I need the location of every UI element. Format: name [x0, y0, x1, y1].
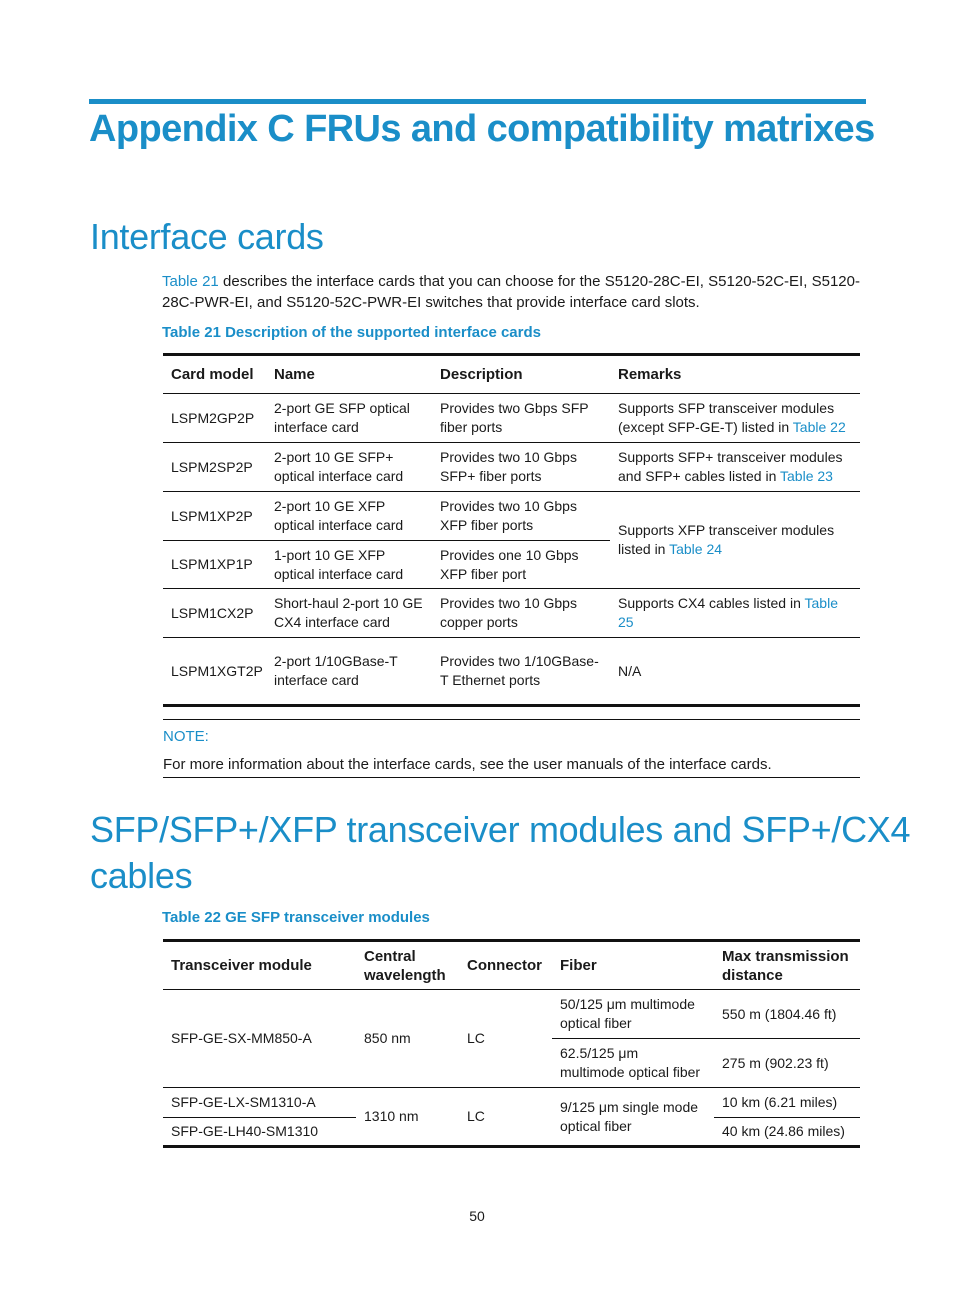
card-model-cell: LSPM1XP1P: [163, 541, 266, 589]
connector-cell: LC: [459, 990, 552, 1088]
transceiver-modules-table: [163, 939, 860, 1148]
remarks-text: Supports XFP transceiver modules listed in: [618, 522, 835, 557]
card-model-cell: LSPM2GP2P: [163, 394, 266, 443]
module-cell: SFP-GE-LH40-SM1310: [163, 1118, 356, 1147]
card-remarks-cell: [610, 394, 860, 443]
card-name-cell: 2-port 10 GE XFP optical interface card: [266, 492, 432, 541]
header-transceiver-module: Transceiver module: [163, 941, 356, 990]
table-21-link[interactable]: Table 21: [162, 273, 219, 290]
card-name-cell: 2-port 10 GE SFP+ optical interface card: [266, 443, 432, 492]
intro-text: describes the interface cards that you can choose for the S5120-28C-EI, S5120-52C-EI, S5120-28C-PWR-EI, and S5120-52C-PWR-EI switches that provide interface card slots.: [162, 273, 860, 311]
card-name-cell: 2-port GE SFP optical interface card: [266, 394, 432, 443]
table-row: [163, 492, 860, 541]
header-fiber: Fiber: [552, 941, 714, 990]
card-model-cell: LSPM1XGT2P: [163, 638, 266, 706]
header-max-distance: Max transmission distance: [714, 941, 860, 990]
card-description-cell: Provides two 10 Gbps copper ports: [432, 589, 610, 638]
table-21-caption: Table 21 Description of the supported interface cards: [162, 324, 541, 341]
fiber-cell: 62.5/125 μm multimode optical fiber: [552, 1039, 714, 1088]
header-card-model: Card model: [163, 355, 266, 394]
section-intro-paragraph: [162, 271, 860, 313]
card-name-cell: 1-port 10 GE XFP optical interface card: [266, 541, 432, 589]
card-description-cell: Provides two 10 Gbps SFP+ fiber ports: [432, 443, 610, 492]
card-description-cell: Provides two 10 Gbps XFP fiber ports: [432, 492, 610, 541]
card-remarks-cell: N/A: [610, 638, 860, 706]
header-description: Description: [432, 355, 610, 394]
header-connector: Connector: [459, 941, 552, 990]
card-model-cell: LSPM1XP2P: [163, 492, 266, 541]
section-heading-transceivers: [90, 807, 910, 899]
distance-cell: 10 km (6.21 miles): [714, 1088, 860, 1118]
note-box: [163, 719, 860, 778]
module-cell: SFP-GE-SX-MM850-A: [163, 990, 356, 1088]
table-22-link[interactable]: Table 22: [792, 419, 846, 435]
wavelength-cell: 850 nm: [356, 990, 459, 1088]
card-model-cell: LSPM1CX2P: [163, 589, 266, 638]
module-cell: SFP-GE-LX-SM1310-A: [163, 1088, 356, 1118]
chapter-title: Appendix C FRUs and compatibility matrixes: [89, 108, 875, 150]
note-text: For more information about the interface cards, see the user manuals of the interface cards.: [163, 756, 772, 773]
remarks-text: Supports SFP+ transceiver modules and SFP+ cables listed in: [618, 449, 843, 484]
wavelength-cell: 1310 nm: [356, 1088, 459, 1147]
card-name-cell: 2-port 1/10GBase-T interface card: [266, 638, 432, 706]
card-remarks-cell: [610, 443, 860, 492]
card-remarks-cell: [610, 492, 860, 589]
note-label: NOTE:: [163, 728, 209, 745]
section-heading-interface-cards: Interface cards: [90, 216, 324, 257]
distance-cell: 275 m (902.23 ft): [714, 1039, 860, 1088]
table-row: [163, 589, 860, 638]
table-header-row: [163, 941, 860, 990]
distance-cell: 550 m (1804.46 ft): [714, 990, 860, 1039]
fiber-cell: 50/125 μm multimode optical fiber: [552, 990, 714, 1039]
table-row: [163, 443, 860, 492]
distance-cell: 40 km (24.86 miles): [714, 1118, 860, 1147]
header-remarks: Remarks: [610, 355, 860, 394]
table-row: [163, 638, 860, 706]
header-central-wavelength: Central wavelength: [356, 941, 459, 990]
connector-cell: LC: [459, 1088, 552, 1147]
table-row: [163, 990, 860, 1039]
card-description-cell: Provides two 1/10GBase-T Ethernet ports: [432, 638, 610, 706]
header-name: Name: [266, 355, 432, 394]
table-row: [163, 1088, 860, 1118]
table-24-link[interactable]: Table 24: [669, 541, 723, 557]
table-22-caption: Table 22 GE SFP transceiver modules: [162, 909, 430, 926]
table-23-link[interactable]: Table 23: [780, 468, 833, 484]
chapter-title-rule: [89, 99, 866, 104]
fiber-cell: 9/125 μm single mode optical fiber: [552, 1088, 714, 1147]
table-25-link[interactable]: Table 25: [618, 595, 838, 630]
remarks-text: Supports SFP transceiver modules (except SFP-GE-T) listed in: [618, 400, 835, 435]
card-description-cell: Provides two Gbps SFP fiber ports: [432, 394, 610, 443]
interface-cards-table: [163, 353, 860, 707]
heading-line-1: SFP/SFP+/XFP transceiver modules and SFP+/CX4: [90, 809, 911, 850]
page-number: 50: [469, 1208, 485, 1224]
card-remarks-cell: [610, 589, 860, 638]
card-model-cell: LSPM2SP2P: [163, 443, 266, 492]
remarks-text: Supports CX4 cables listed in: [618, 595, 805, 611]
heading-line-2: cables: [90, 855, 193, 896]
card-description-cell: Provides one 10 Gbps XFP fiber port: [432, 541, 610, 589]
card-name-cell: Short-haul 2-port 10 GE CX4 interface card: [266, 589, 432, 638]
table-header-row: [163, 355, 860, 394]
table-row: [163, 394, 860, 443]
